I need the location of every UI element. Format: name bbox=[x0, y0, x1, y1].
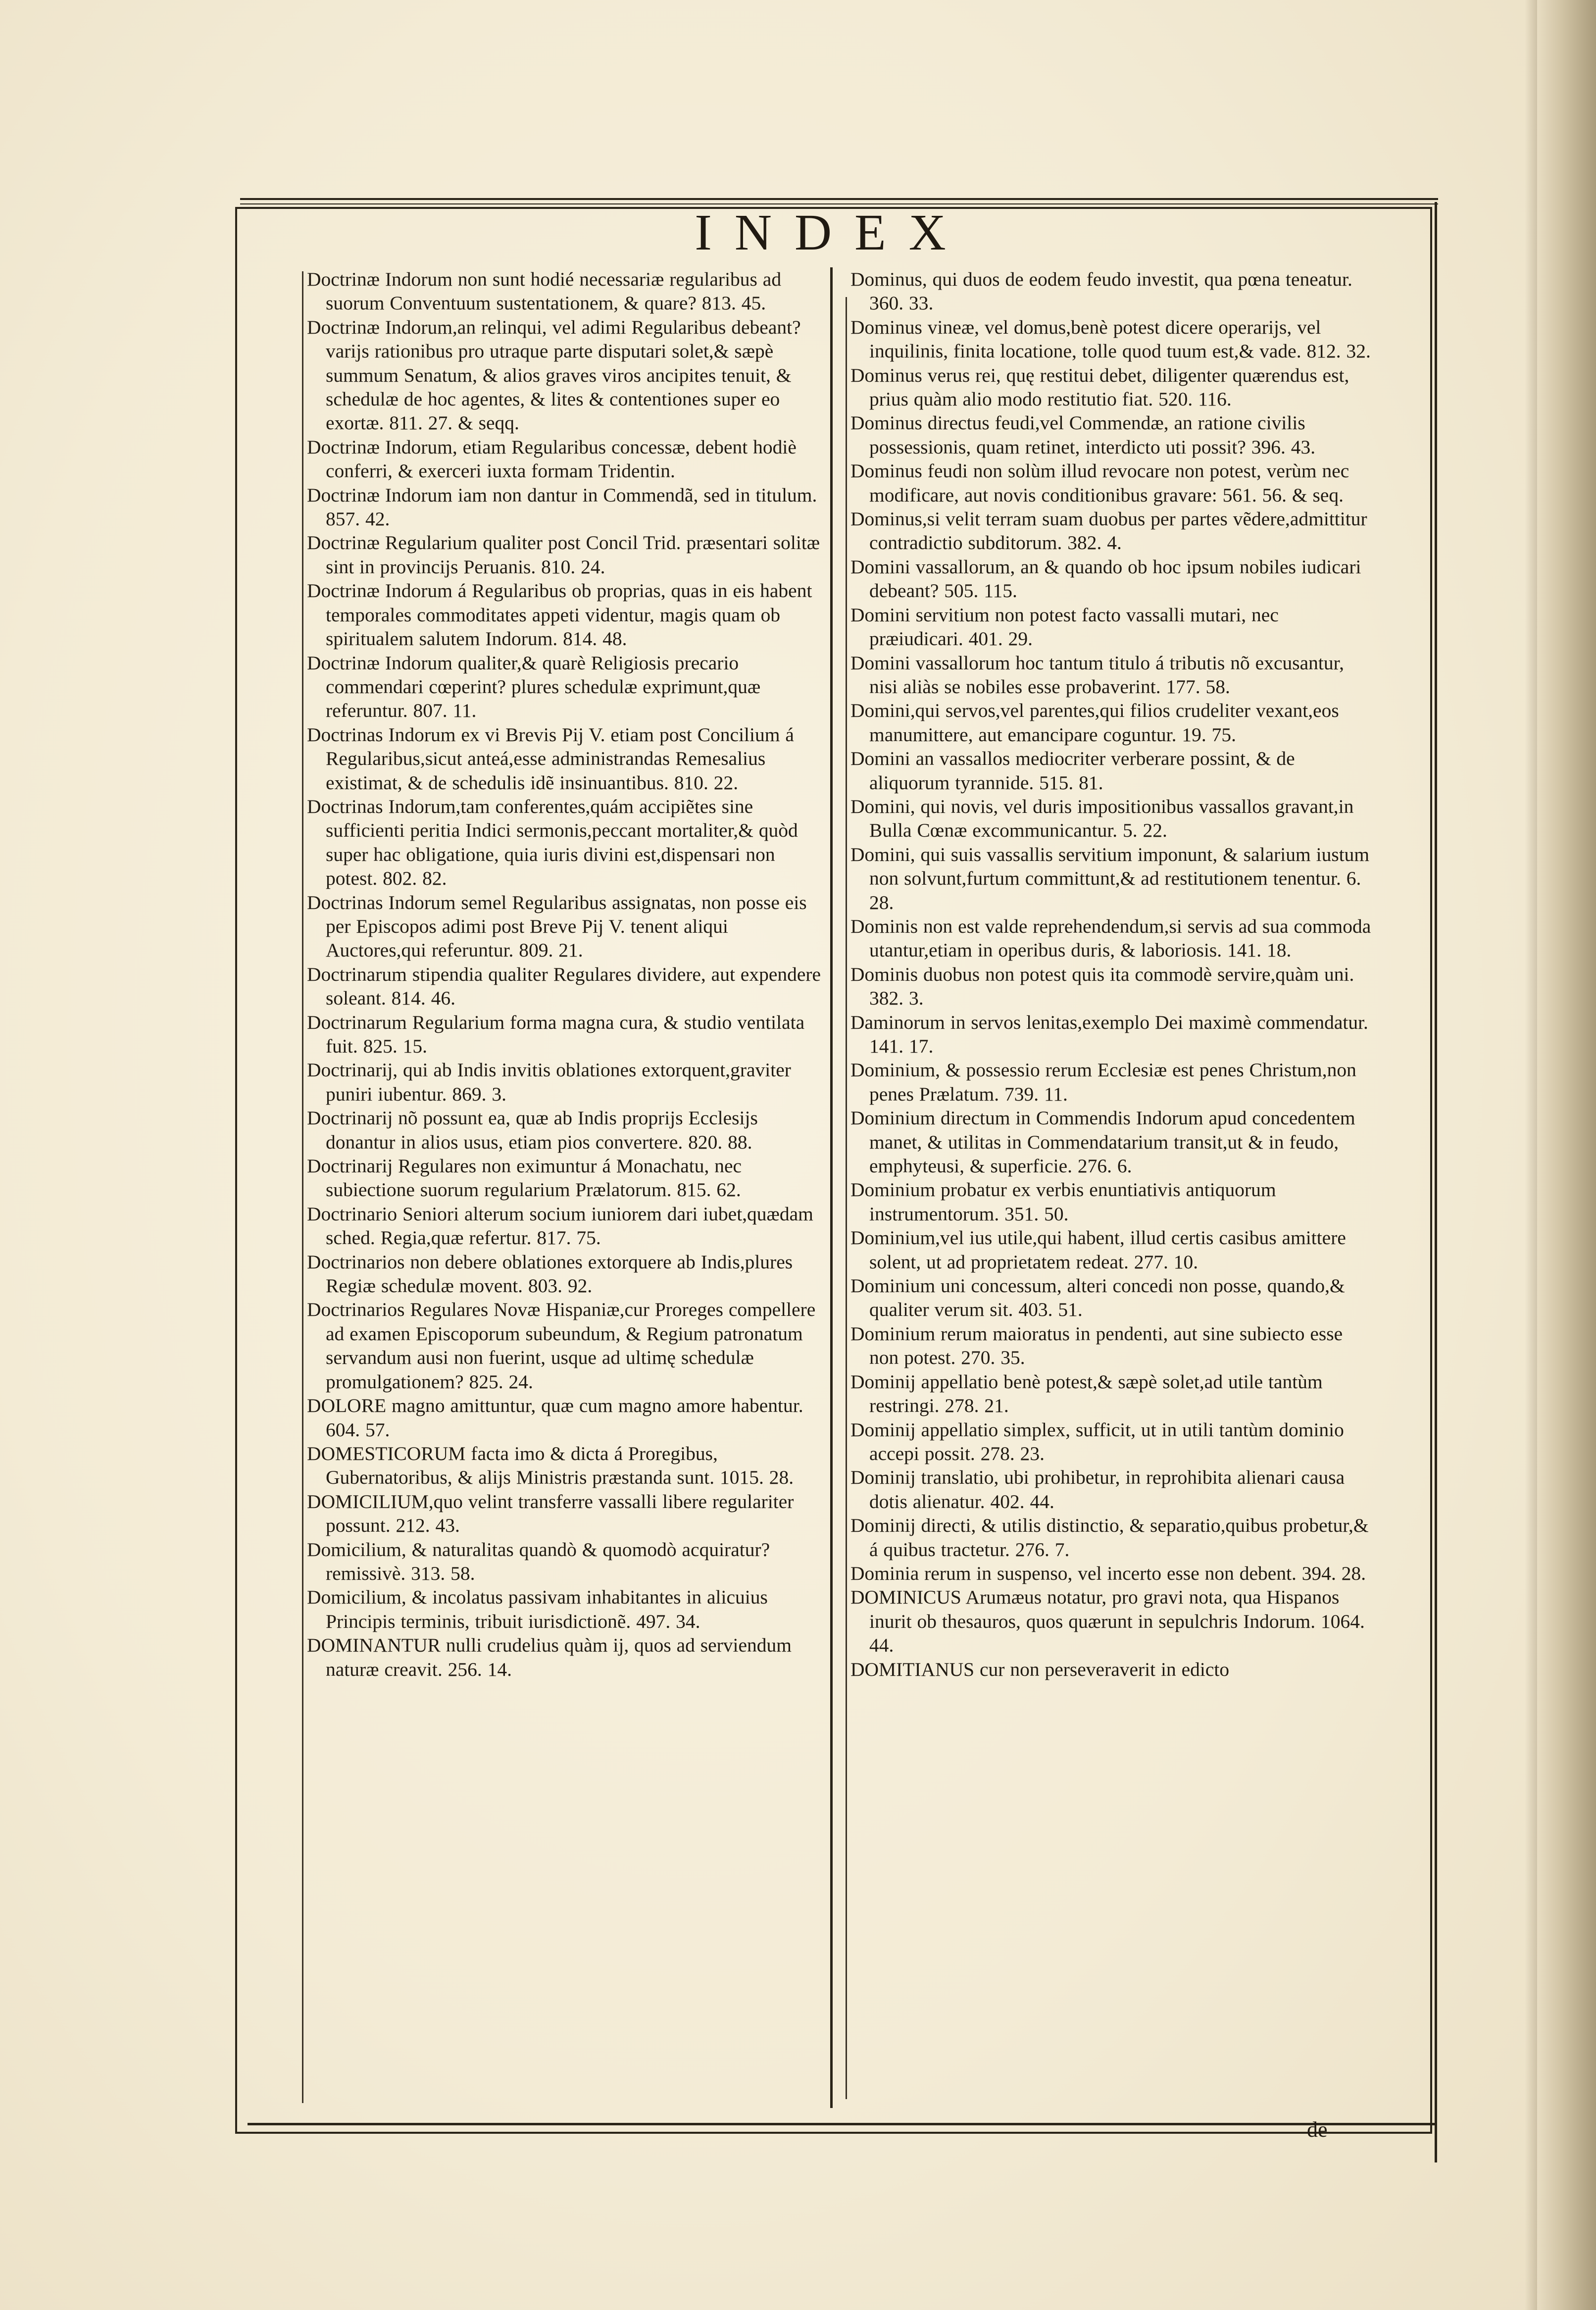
index-entry: Doctrinarum stipendia qualiter Regulares dividere, aut expendere soleant. 814. 46. bbox=[307, 963, 821, 1009]
index-entry: Domini an vassallos mediocriter verberare possint, & de aliquorum tyrannide. 515. 81. bbox=[850, 748, 1295, 794]
index-entry: Dominium uni concessum, alteri concedi non posse, quando,& qualiter verum sit. 403. 51. bbox=[850, 1275, 1345, 1321]
catchword: de bbox=[1307, 2117, 1328, 2142]
index-entry: Dominis duobus non potest quis ita commodè servire,quàm uni. 382. 3. bbox=[850, 963, 1354, 1009]
index-entry: Doctrinas Indorum,tam conferentes,quám accipiẽtes sine sufficienti peritia Indici sermonis,peccant mortaliter,& quòd super hac obligatione, quia iuris divini est,dispensari non potest. 802. 82. bbox=[307, 795, 798, 890]
index-entry: DOMINANTUR nulli crudelius quàm ij, quos ad serviendum naturæ creavit. 256. 14. bbox=[307, 1634, 792, 1680]
index-entry: Domini vassallorum hoc tantum titulo á tributis nõ excusantur, nisi aliàs se nobiles esse probaverint. 177. 58. bbox=[850, 652, 1345, 698]
index-entry: Doctrinæ Indorum qualiter,& quarè Religiosis precario commendari cœperint? plures schedulæ exprimunt,quæ referuntur. 807. 11. bbox=[307, 652, 761, 722]
index-entry: Dominis non est valde reprehendendum,si servis ad sua commoda utantur,etiam in operibus duris, & laboriosis. 141. 18. bbox=[850, 915, 1371, 961]
index-column-right bbox=[850, 267, 1373, 2119]
index-entry: Doctrinas Indorum ex vi Brevis Pij V. etiam post Concilium á Regularibus,sicut anteá,esse administrandas Remesalius existimat, & de schedulis idẽ insinuantibus. 810. 22. bbox=[307, 723, 794, 794]
index-entry: Domini, qui novis, vel duris impositionibus vassallos gravant,in Bulla Cœnæ excommunicantur. 5. 22. bbox=[850, 795, 1354, 842]
index-entry: Doctrinæ Indorum,an relinqui, vel adimi Regularibus debeant? varijs rationibus pro utraque parte disputari solet,& sæpè summum Senatum, & alios graves viros ancipites tenuit, & schedulæ de hoc agentes, & lites & contentiones super eo exortæ. 811. 27. & seqq. bbox=[307, 316, 801, 434]
index-entry: Doctrinas Indorum semel Regularibus assignatas, non posse eis per Episcopos adimi post Breve Pij V. tenent aliqui Auctores,qui referuntur. 809. 21. bbox=[307, 891, 807, 961]
index-entry: Domini vassallorum, an & quando ob hoc ipsum nobiles iudicari debeant? 505. 115. bbox=[850, 555, 1361, 602]
index-entry: Doctrinæ Regularium qualiter post Concil Trid. præsentari solitæ sint in provincijs Peruanis. 810. 24. bbox=[307, 532, 820, 578]
index-entry: Dominus verus rei, quę restitui debet, diligenter quærendus est, prius quàm alio modo restitutio fiat. 520. 116. bbox=[850, 364, 1349, 410]
index-entry: Doctrinæ Indorum, etiam Regularibus concessæ, debent hodiè conferri, & exerceri iuxta formam Tridentin. bbox=[307, 436, 797, 482]
index-entry: DOMICILIUM,quo velint transferre vassalli libere regulariter possunt. 212. 43. bbox=[307, 1490, 794, 1537]
column-divider bbox=[830, 267, 833, 2108]
index-entry: Dominij directi, & utilis distinctio, & separatio,quibus probetur,& á quibus tractetur. 276. 7. bbox=[850, 1514, 1369, 1560]
index-entry: Doctrinarios non debere oblationes extorquere ab Indis,plures Regiæ schedulæ movent. 803. 92. bbox=[307, 1251, 793, 1297]
index-entry: Dominium directum in Commendis Indorum apud concedentem manet, & utilitas in Commendatarium transit,ut & in feudo, emphyteusi, & superficie. 276. 6. bbox=[850, 1107, 1355, 1177]
index-entry: Doctrinarum Regularium forma magna cura, & studio ventilata fuit. 825. 15. bbox=[307, 1011, 805, 1057]
index-entry: Doctrinarij, qui ab Indis invitis oblationes extorquent,graviter puniri iubentur. 869. 3. bbox=[307, 1059, 791, 1105]
index-entry: Doctrinæ Indorum non sunt hodié necessariæ regularibus ad suorum Conventuum sustentationem, & quare? 813. 45. bbox=[307, 268, 782, 314]
index-entry: Domicilium, & naturalitas quandò & quomodò acquiratur?remissivè. 313. 58. bbox=[307, 1538, 770, 1584]
index-column-left bbox=[307, 267, 822, 2119]
index-entry: Domini, qui suis vassallis servitium imponunt, & salarium iustum non solvunt,furtum committunt,& ad restitutionem tenentur. 6. 28. bbox=[850, 843, 1370, 913]
index-entry: DOMITIANUS cur non perseveraverit in edicto bbox=[850, 1658, 1230, 1680]
index-entry: Domini servitium non potest facto vassalli mutari, nec præiudicari. 401. 29. bbox=[850, 603, 1279, 650]
left-column-rule bbox=[302, 271, 303, 2103]
index-entry: Doctrinario Seniori alterum socium iuniorem dari iubet,quædam sched. Regia,quæ refertur. 817. 75. bbox=[307, 1203, 813, 1249]
index-entry: DOMESTICORUM facta imo & dicta á Proregibus, Gubernatoribus, & alijs Ministris præstanda sunt. 1015. 28. bbox=[307, 1442, 794, 1489]
index-entry: Dominium rerum maioratus in pendenti, aut sine subiecto esse non potest. 270. 35. bbox=[850, 1322, 1343, 1369]
index-entry: Domicilium, & incolatus passivam inhabitantes in alicuius Principis terminis, tribuit iurisdictionẽ. 497. 34. bbox=[307, 1586, 768, 1632]
frame-outer-right-rule bbox=[1435, 202, 1437, 2162]
index-entry: Dominus directus feudi,vel Commendæ, an ratione civilis possessionis, quam retinet, interdicto uti possit? 396. 43. bbox=[850, 412, 1316, 458]
index-entry: Dominium, & possessio rerum Ecclesiæ est penes Christum,non penes Prælatum. 739. 11. bbox=[850, 1059, 1356, 1105]
next-page-edge bbox=[1537, 0, 1596, 2310]
index-entry: Dominus, qui duos de eodem feudo investit, qua pœna teneatur. 360. 33. bbox=[850, 268, 1352, 314]
page-title: INDEX bbox=[695, 204, 969, 261]
index-entry: Dominium,vel ius utile,qui habent, illud certis casibus amittere solent, ut ad proprietatem redeat. 277. 10. bbox=[850, 1227, 1346, 1273]
index-entry: DOLORE magno amittuntur, quæ cum magno amore habentur. 604. 57. bbox=[307, 1395, 803, 1441]
index-entry: Doctrinæ Indorum iam non dantur in Commendã, sed in titulum. 857. 42. bbox=[307, 484, 817, 530]
index-entry: Doctrinarij Regulares non eximuntur á Monachatu, nec subiectione suorum regularium Prælatorum. 815. 62. bbox=[307, 1155, 742, 1201]
index-entry: Dominus feudi non solùm illud revocare non potest, verùm nec modificare, aut novis conditionibus gravare: 561. 56. & seq. bbox=[850, 460, 1349, 506]
index-entry: Doctrinarij nõ possunt ea, quæ ab Indis proprijs Ecclesijs donantur in alios usus, etiam pios convertere. 820. 88. bbox=[307, 1107, 758, 1153]
right-column-rule bbox=[846, 297, 847, 2099]
index-entry: Dominus,si velit terram suam duobus per partes vẽdere,admittitur contradictio subditorum. 382. 4. bbox=[850, 508, 1367, 554]
index-entry: Doctrinæ Indorum á Regularibus ob proprias, quas in eis habent temporales commoditates appeti videntur, magis quam ob spiritualem salutem Indorum. 814. 48. bbox=[307, 580, 812, 650]
footer-rule bbox=[248, 2123, 1436, 2125]
index-entry: DOMINICUS Arumæus notatur, pro gravi nota, qua Hispanos inurit ob thesauros, quos quærunt in sepulchris Indorum. 1064. 44. bbox=[850, 1586, 1365, 1657]
index-entry: Dominij appellatio benè potest,& sæpè solet,ad utile tantùm restringi. 278. 21. bbox=[850, 1370, 1323, 1417]
index-entry: Dominus vineæ, vel domus,benè potest dicere operarijs, vel inquilinis, finita locatione, tolle quod tuum est,& vade. 812. 32. bbox=[850, 316, 1371, 362]
index-entry: Daminorum in servos lenitas,exemplo Dei maximè commendatur. 141. 17. bbox=[850, 1011, 1368, 1057]
index-entry: Dominij translatio, ubi prohibetur, in reprohibita alienari causa dotis alienatur. 402. 44. bbox=[850, 1466, 1345, 1512]
index-entry: Doctrinarios Regulares Novæ Hispaniæ,cur Proreges compellere ad examen Episcoporum subeundum, & Regium patronatum servandum ausi non fuerint, usque ad ultimę schedulæ promulgationem? 825. 24. bbox=[307, 1299, 816, 1393]
index-entry: Dominium probatur ex verbis enuntiativis antiquorum instrumentorum. 351. 50. bbox=[850, 1179, 1276, 1225]
index-entry: Dominij appellatio simplex, sufficit, ut in utili tantùm dominio accepi possit. 278. 23. bbox=[850, 1418, 1344, 1464]
index-entry: Dominia rerum in suspenso, vel incerto esse non debent. 394. 28. bbox=[850, 1562, 1366, 1584]
index-entry: Domini,qui servos,vel parentes,qui filios crudeliter vexant,eos manumittere, aut emancipare coguntur. 19. 75. bbox=[850, 700, 1339, 746]
